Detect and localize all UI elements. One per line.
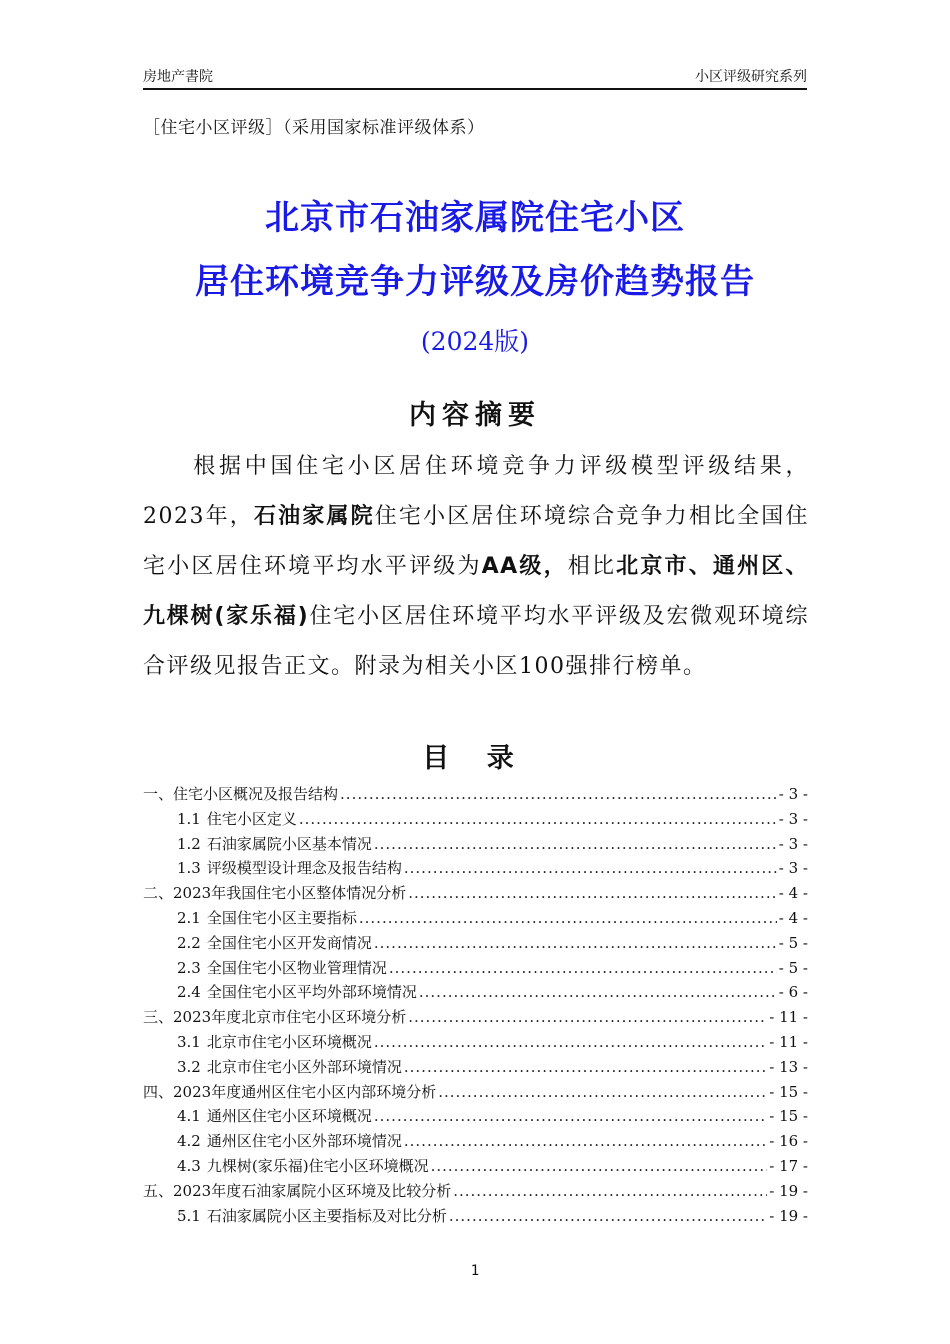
abstract-emphasis: AA级， [481,554,568,579]
toc-entry-label: 住宅小区概况及报告结构 [173,785,339,803]
toc-entry[interactable] [143,1180,808,1205]
toc-entry-number: 五、 [143,1181,174,1200]
toc-entry-label: 全国住宅小区开发商情况 [206,933,372,952]
toc-entry-number: 5.1 [177,1206,201,1225]
toc-entry-page: - 3 - [778,834,808,853]
report-title-line-2: 居住环境竞争力评级及房价趋势报告 [195,262,755,302]
toc-entry-page: - 15 - [769,1107,808,1126]
toc-leader-dots [453,1182,767,1200]
toc-entry-page: - 11 - [769,1032,808,1051]
toc-entry[interactable] [143,833,808,858]
toc-heading: 目 录 [422,743,528,774]
toc-entry[interactable] [143,1031,808,1056]
toc-entry-number: 4.2 [177,1132,201,1151]
toc-entry-page: - 6 - [778,983,808,1002]
toc-entry-label: 2023年度北京市住宅小区环境分析 [173,1008,407,1027]
toc-entry[interactable] [143,1056,808,1081]
toc-entry-label: 2023年我国住宅小区整体情况分析 [173,884,407,903]
toc-leader-dots [299,810,777,828]
toc-entry-number: 一、 [143,785,174,803]
toc-leader-dots [408,884,777,902]
toc-entry-page: - 19 - [769,1206,808,1225]
toc-entry-number: 四、 [143,1082,174,1101]
report-title-line-1: 北京市石油家属院住宅小区 [265,198,685,238]
table-of-contents [143,783,808,1229]
toc-entry-label: 通州区住宅小区外部环境情况 [206,1132,402,1151]
abstract-heading: 内容摘要 [409,400,541,431]
toc-entry-number: 1.1 [177,809,201,828]
toc-leader-dots [408,1008,767,1026]
toc-entry-number: 4.1 [177,1107,201,1126]
toc-entry-label: 北京市住宅小区环境概况 [206,1032,372,1051]
toc-entry-number: 3.1 [177,1032,201,1051]
toc-leader-dots [374,835,777,853]
toc-entry-page: - 19 - [769,1181,808,1200]
toc-entry[interactable] [143,907,808,932]
toc-entry-label: 全国住宅小区平均外部环境情况 [206,983,417,1002]
toc-entry-page: - 16 - [769,1132,808,1151]
toc-entry-page: - 3 - [778,809,808,828]
toc-entry[interactable] [143,1006,808,1031]
toc-entry[interactable] [143,1130,808,1155]
toc-entry[interactable] [143,808,808,833]
toc-leader-dots [374,934,777,952]
toc-entry-label: 全国住宅小区物业管理情况 [206,958,387,977]
toc-entry[interactable] [143,783,808,808]
toc-entry[interactable] [143,1105,808,1130]
abstract-body [143,442,809,692]
toc-entry-number: 2.3 [177,958,201,977]
toc-entry-label: 石油家属院小区基本情况 [206,834,372,853]
toc-entry-number: 三、 [143,1008,174,1027]
abstract-text-segment: 根据中国住宅小区居住环境竞争力评级模型评级结果，2023年， [143,454,809,529]
toc-entry-number: 2.1 [177,908,201,927]
abstract-emphasis: 北京市、通州区、九棵树(家乐福) [143,554,809,629]
toc-entry-page: - 4 - [778,884,808,903]
toc-leader-dots [438,1083,767,1101]
toc-entry-page: - 3 - [778,785,808,803]
toc-entry-number: 4.3 [177,1156,201,1175]
toc-entry-page: - 17 - [769,1156,808,1175]
toc-entry[interactable] [143,981,808,1006]
toc-leader-dots [374,1033,767,1051]
toc-entry-label: 评级模型设计理念及报告结构 [206,859,402,878]
toc-entry[interactable] [143,932,808,957]
toc-entry[interactable] [143,1081,808,1106]
toc-entry-number: 二、 [143,884,174,903]
toc-leader-dots [404,1132,767,1150]
toc-entry-number: 1.3 [177,859,201,878]
report-edition: (2024版) [420,327,530,356]
toc-entry[interactable] [143,882,808,907]
toc-entry[interactable] [143,957,808,982]
toc-entry-label: 石油家属院小区主要指标及对比分析 [206,1206,447,1225]
toc-leader-dots [340,785,777,803]
toc-entry-page: - 15 - [769,1082,808,1101]
toc-leader-dots [389,959,777,977]
toc-leader-dots [404,1058,767,1076]
toc-entry-number: 2.4 [177,983,201,1002]
toc-entry[interactable] [143,857,808,882]
toc-leader-dots [449,1207,767,1225]
toc-entry-label: 通州区住宅小区环境概况 [206,1107,372,1126]
toc-entry-page: - 5 - [778,933,808,952]
toc-entry-page: - 4 - [778,908,808,927]
abstract-text-segment: 住宅小区居住环境平均水平评级及宏微观环境综合评级见报告正文。附录为相关小区100强排行榜单。 [143,604,809,679]
abstract-text [143,454,809,679]
report-category: ［住宅小区评级］（采用国家标准评级体系） [143,118,485,138]
abstract-text-segment: 相比 [567,554,617,579]
toc-entry-label: 住宅小区定义 [206,809,297,828]
toc-entry-label: 2023年度石油家属院小区环境及比较分析 [173,1181,452,1200]
toc-entry[interactable] [143,1155,808,1180]
abstract-emphasis: 石油家属院 [253,504,375,529]
toc-entry-label: 2023年度通州区住宅小区内部环境分析 [173,1082,437,1101]
toc-entry-page: - 11 - [769,1008,808,1027]
toc-entry-number: 1.2 [177,834,201,853]
toc-leader-dots [431,1157,768,1175]
publisher-name: 房地产書院 [143,69,213,85]
toc-leader-dots [374,1107,767,1125]
toc-entry[interactable] [143,1205,808,1230]
toc-leader-dots [419,983,777,1001]
toc-entry-page: - 3 - [778,859,808,878]
toc-entry-page: - 5 - [778,958,808,977]
toc-leader-dots [404,859,777,877]
page-header [143,66,807,90]
toc-entry-number: 2.2 [177,933,201,952]
toc-leader-dots [359,909,777,927]
series-name: 小区评级研究系列 [695,69,807,85]
toc-entry-number: 3.2 [177,1057,201,1076]
toc-entry-label: 九棵树(家乐福)住宅小区环境概况 [206,1156,429,1175]
page-number: 1 [470,1263,480,1279]
toc-entry-label: 全国住宅小区主要指标 [206,908,357,927]
abstract-text-segment: 住宅小区居住环境综合竞争力相比全国住宅小区居住环境平均水平评级为 [143,504,809,579]
toc-entry-page: - 13 - [769,1057,808,1076]
toc-entry-label: 北京市住宅小区外部环境情况 [206,1057,402,1076]
